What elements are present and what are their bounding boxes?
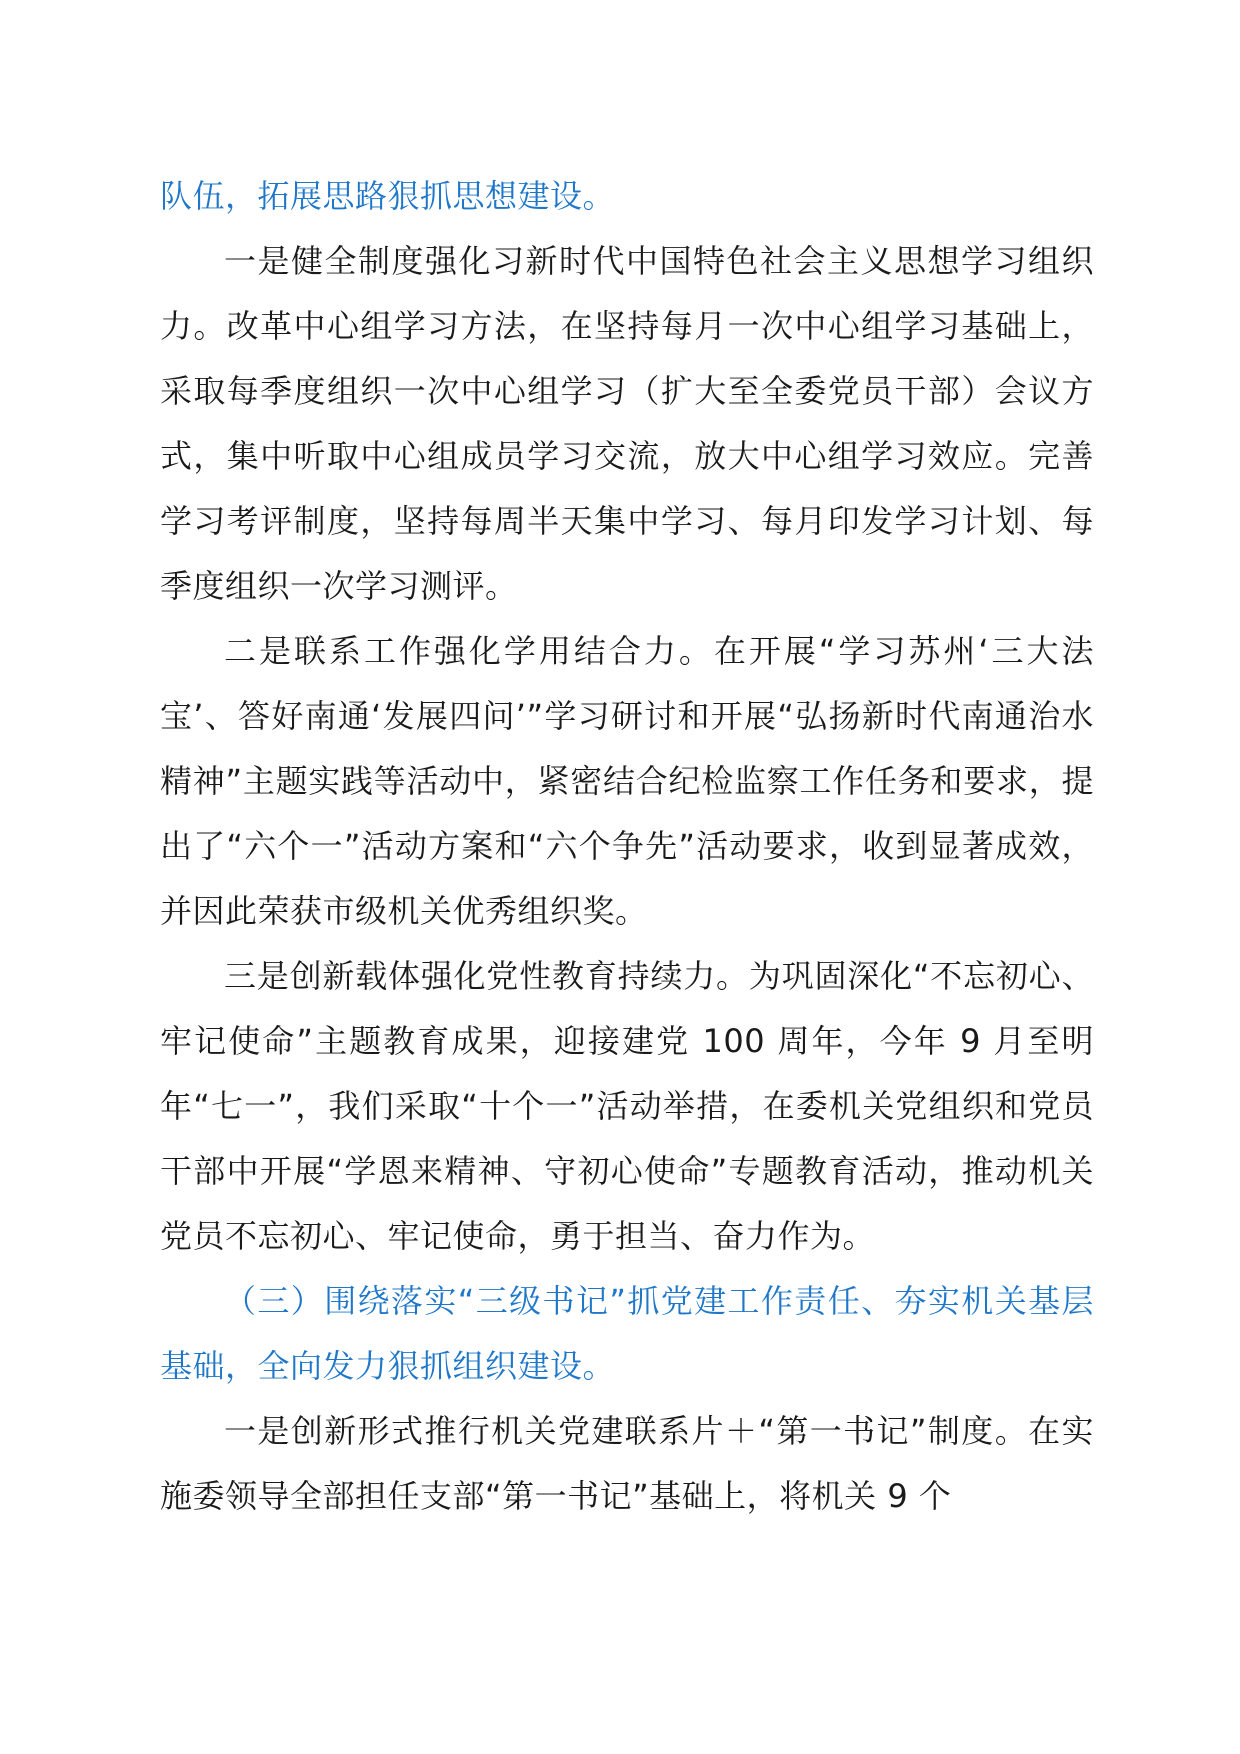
body-paragraph-4: 一是创新形式推行机关党建联系片＋“第一书记”制度。在实施委领导全部担任支部“第一书记”基础上，将机关 9 个 [160,1412,1094,1515]
section-heading-3: （三）围绕落实“三级书记”抓党建工作责任、夯实机关基层基础，全向发力狠抓组织建设。 [160,1282,1094,1385]
section-heading-continuation: 队伍，拓展思路狠抓思想建设。 [160,177,616,215]
body-paragraph-2: 二是联系工作强化学用结合力。在开展“学习苏州‘三大法宝’、答好南通‘发展四问’”学习研讨和开展“弘扬新时代南通治水精神”主题实践等活动中，紧密结合纪检监察工作任务和要求，提出了“六个一”活动方案和“六个争先”活动要求，收到显著成效，并因此荣获市级机关优秀组织奖。 [160,632,1094,930]
body-paragraph-1: 一是健全制度强化习新时代中国特色社会主义思想学习组织力。改革中心组学习方法，在坚持每月一次中心组学习基础上，采取每季度组织一次中心组学习（扩大至全委党员干部）会议方式，集中听取中心组成员学习交流，放大中心组学习效应。完善学习考评制度，坚持每周半天集中学习、每月印发学习计划、每季度组织一次学习测评。 [160,242,1094,605]
body-paragraph-3: 三是创新载体强化党性教育持续力。为巩固深化“不忘初心、牢记使命”主题教育成果，迎接建党 100 周年，今年 9 月至明年“七一”，我们采取“十个一”活动举措，在委机关党组织和党员干部中开展“学恩来精神、守初心使命”专题教育活动，推动机关党员不忘初心、牢记使命，勇于担当、奋力作为。 [160,957,1094,1255]
document-body [160,164,1094,1529]
